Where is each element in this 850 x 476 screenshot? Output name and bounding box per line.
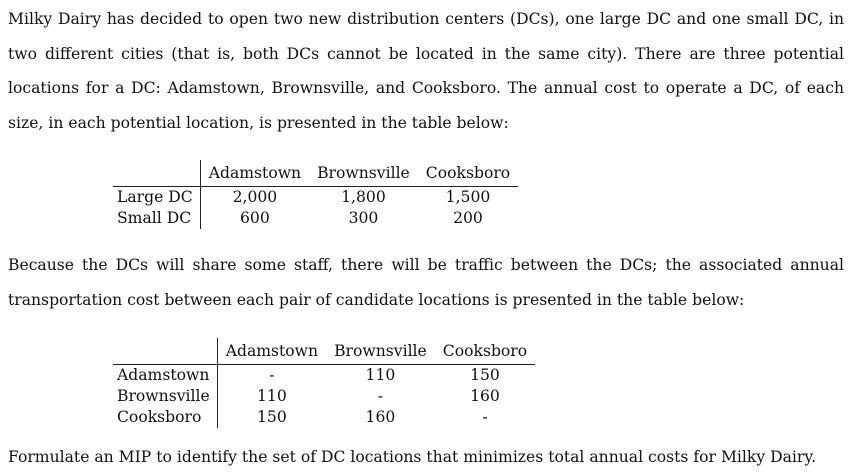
table-cell: 1,800 xyxy=(341,188,386,206)
table-cell: 110 xyxy=(365,366,396,384)
traffic-paragraph: Because the DCs will share some staff, there will be traffic between the DCs; the associated annual transportation cost between each pair of candidate locations is presented in the table below: xyxy=(8,256,844,309)
column-header: Adamstown xyxy=(217,338,326,365)
row-header: Cooksboro xyxy=(113,407,217,428)
operating-cost-table xyxy=(113,160,518,229)
table-row xyxy=(113,407,535,428)
column-header: Adamstown xyxy=(200,160,309,187)
table-cell: 150 xyxy=(257,408,287,426)
table-cell: - xyxy=(269,366,275,384)
table-cell: 600 xyxy=(240,209,270,227)
table-row xyxy=(113,386,535,407)
column-header: Cooksboro xyxy=(418,160,518,187)
table-cell: - xyxy=(482,408,488,426)
row-header: Small DC xyxy=(113,208,200,229)
table-cell: 200 xyxy=(453,209,483,227)
intro-paragraph: Milky Dairy has decided to open two new distribution centers (DCs), one large DC and one small DC, in two different cities (that is, both DCs cannot be located in the same city). There are three potential locations for a DC: Adamstown, Brownsville, and Cooksboro. The annual cost to operate a DC, of each size, in each potential location, is presented in the table below: xyxy=(8,10,844,132)
table-cell: 160 xyxy=(470,387,500,405)
table-row xyxy=(113,208,518,229)
table-cell: 110 xyxy=(257,387,287,405)
table-cell: 160 xyxy=(365,408,396,426)
table-cell: 2,000 xyxy=(232,188,278,206)
row-header: Large DC xyxy=(113,187,200,209)
table-cell: 1,500 xyxy=(445,188,491,206)
transport-cost-table xyxy=(113,338,535,428)
column-header: Brownsville xyxy=(309,160,418,187)
table-row xyxy=(113,187,518,209)
column-header: Cooksboro xyxy=(435,338,535,365)
task-paragraph: Formulate an MIP to identify the set of DC locations that minimizes total annual costs for Milky Dairy. xyxy=(8,448,817,466)
table-cell: 300 xyxy=(348,209,379,227)
table-cell: - xyxy=(377,387,384,405)
row-header: Adamstown xyxy=(113,365,217,387)
table-cell: 150 xyxy=(470,366,500,384)
table-row xyxy=(113,365,535,387)
column-header: Brownsville xyxy=(326,338,435,365)
table-corner xyxy=(113,160,200,187)
table-corner xyxy=(113,338,217,365)
row-header: Brownsville xyxy=(113,386,217,407)
